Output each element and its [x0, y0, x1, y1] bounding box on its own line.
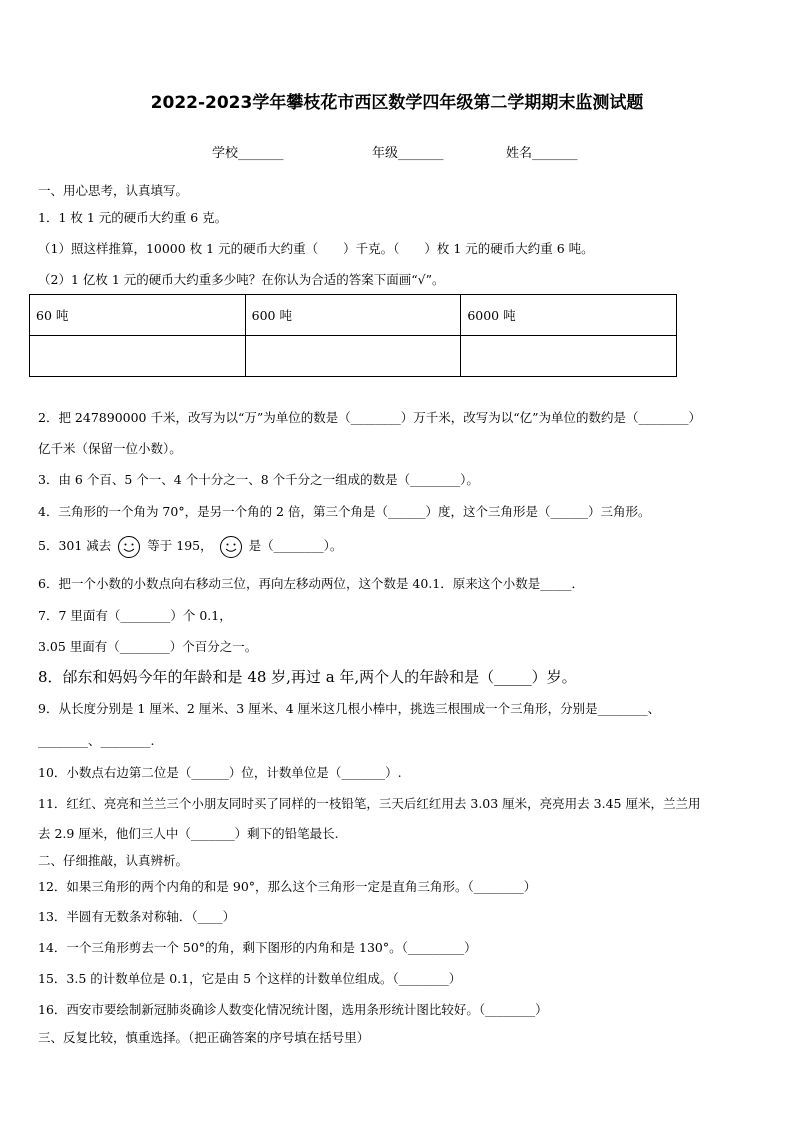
question-1: 1．1 枚 1 元的硬币大约重 6 克。	[38, 210, 228, 225]
section-1-heading: 一、用心思考，认真填写。	[38, 183, 189, 198]
smiley-face-icon	[117, 535, 141, 559]
question-2-line-1: 2．把 247890000 千米，改写为以“万”为单位的数是（________）万千米，改写为以“亿”为单位的数约是（________）	[38, 410, 702, 425]
question-4: 4．三角形的一个角为 70°，是另一个角的 2 倍，第三个角是（______）度，这个三角形是（______）三角形。	[38, 504, 651, 519]
table-header-cell: 60 吨	[30, 295, 246, 336]
name-field: 姓名_______	[506, 146, 578, 161]
question-5-text-b: 等于 195，	[147, 538, 213, 553]
answer-table	[29, 294, 677, 377]
question-9-line-1: 9．从长度分别是 1 厘米、2 厘米、3 厘米、4 厘米这几根小棒中，挑选三根围成一个三角形，分别是________、	[38, 701, 661, 716]
question-7-line-2: 3.05 里面有（________）个百分之一。	[38, 639, 258, 654]
question-2-line-2: 亿千米（保留一位小数）。	[38, 441, 182, 456]
school-field: 学校_______	[212, 146, 284, 161]
question-7-line-1: 7．7 里面有（________）个 0.1，	[38, 608, 232, 623]
question-1-part-2: （2）1 亿枚 1 元的硬币大约重多少吨？在你认为合适的答案下面画“√”。	[38, 272, 445, 287]
question-16: 16．西安市要绘制新冠肺炎确诊人数变化情况统计图，选用条形统计图比较好。（________）	[38, 1002, 548, 1017]
question-6: 6．把一个小数的小数点向右移动三位，再向左移动两位，这个数是 40.1．原来这个小数是_____．	[38, 576, 585, 591]
table-header-cell: 6000 吨	[461, 295, 677, 336]
question-12: 12．如果三角形的两个内角的和是 90°，那么这个三角形一定是直角三角形。（________）	[38, 879, 537, 894]
section-2-heading: 二、仔细推敲，认真辨析。	[38, 853, 189, 868]
question-3: 3．由 6 个百、5 个一、4 个十分之一、8 个千分之一组成的数是（________）。	[38, 472, 479, 487]
answer-cell[interactable]	[30, 336, 246, 377]
table-header-row	[30, 295, 677, 336]
question-1-part-1: （1）照这样推算，10000 枚 1 元的硬币大约重（ ）千克。（ ）枚 1 元的硬币大约重 6 吨。	[38, 241, 594, 256]
question-10: 10．小数点右边第二位是（______）位，计数单位是（_______）.	[38, 765, 402, 780]
answer-cell[interactable]	[245, 336, 461, 377]
question-5-text-c: 是（________）。	[248, 538, 343, 553]
question-5	[38, 534, 342, 559]
question-13: 13．半圆有无数条对称轴．（____）	[38, 909, 236, 924]
question-15: 15．3.5 的计数单位是 0.1，它是由 5 个这样的计数单位组成。（________）	[38, 971, 462, 986]
section-3-heading: 三、反复比较，慎重选择。（把正确答案的序号填在括号里）	[38, 1030, 370, 1045]
table-header-cell: 600 吨	[245, 295, 461, 336]
question-5-text-a: 5．301 减去	[38, 538, 112, 553]
table-answer-row	[30, 336, 677, 377]
smiley-face-icon	[219, 535, 243, 559]
question-9-line-2: ________、________.	[38, 733, 155, 748]
question-8: 8．邰东和妈妈今年的年龄和是 48 岁,再过 a 年,两个人的年龄和是（_____）岁。	[38, 668, 577, 686]
question-11-line-1: 11．红红、亮亮和兰兰三个小朋友同时买了同样的一枝铅笔，三天后红红用去 3.03 厘米，亮亮用去 3.45 厘米，兰兰用	[38, 796, 701, 811]
page-title: 2022-2023学年攀枝花市西区数学四年级第二学期期末监测试题	[150, 93, 644, 113]
grade-field: 年级_______	[372, 146, 444, 161]
answer-cell[interactable]	[461, 336, 677, 377]
question-14: 14．一个三角形剪去一个 50°的角，剩下图形的内角和是 130°。（_________）	[38, 940, 477, 955]
question-11-line-2: 去 2.9 厘米，他们三人中（_______）剩下的铅笔最长.	[38, 826, 339, 841]
